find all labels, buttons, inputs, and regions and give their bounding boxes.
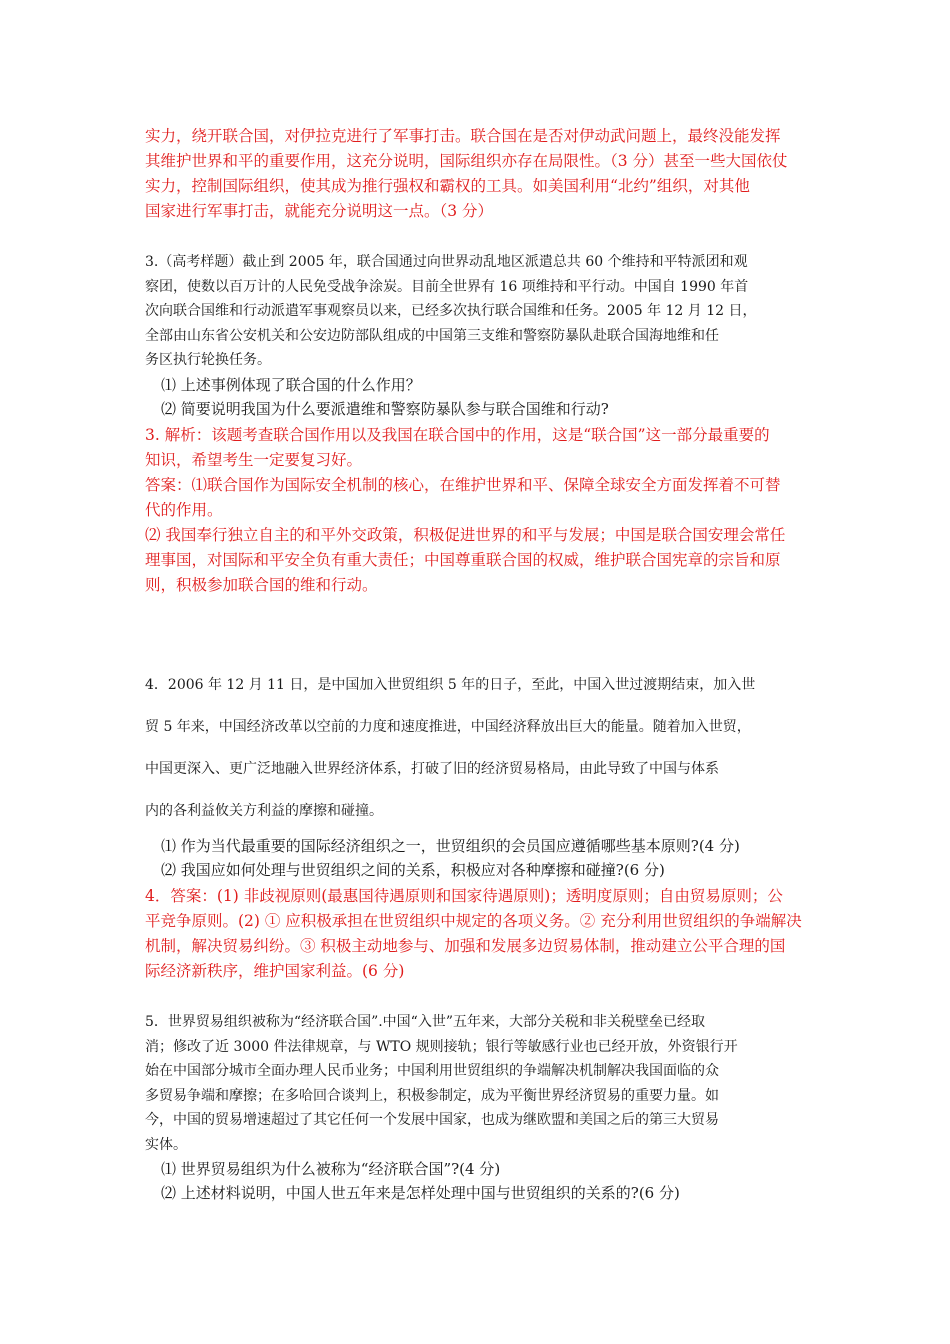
text-line: 实力，控制国际组织，使其成为推行强权和霸权的工具。如美国利用“北约”组织，对其他 xyxy=(145,177,750,195)
question-5-subquestions xyxy=(145,1157,881,1205)
text-line: 多贸易争端和摩擦；在多哈回合谈判上，积极参制定，成为平衡世界经济贸易的重要力量。如 xyxy=(145,1087,719,1104)
subquestion: ⑵ 简要说明我国为什么要派遣维和警察防暴队参与联合国维和行动? xyxy=(161,400,609,418)
subquestion: ⑵ 上述材料说明，中国人世五年来是怎样处理中国与世贸组织的关系的?(6 分) xyxy=(161,1184,680,1202)
question-3-answer xyxy=(145,423,865,598)
text-line: 则，积极参加联合国的维和行动。 xyxy=(145,576,378,594)
text-line: 实力，绕开联合国，对伊拉克进行了军事打击。联合国在是否对伊动武问题上，最终没能发挥 xyxy=(145,127,781,145)
text-line: 5．世界贸易组织被称为“经济联合国”.中国“入世”五年来，大部分关税和非关税壁垒已经取 xyxy=(145,1014,705,1030)
text-line: 答案：⑴联合国作为国际安全机制的核心，在维护世界和平、保障全球安全方面发挥着不可替 xyxy=(145,476,781,494)
subquestion: ⑴ 世界贸易组织为什么被称为“经济联合国”?(4 分) xyxy=(161,1160,501,1178)
text-line: 察团，使数以百万计的人民免受战争涂炭。目前全世界有 16 项维持和平行动。中国自 1990 年首 xyxy=(145,278,749,295)
text-line: 贸 5 年来，中国经济改革以空前的力度和速度推进，中国经济释放出巨大的能量。随着加入世贸， xyxy=(145,719,751,735)
text-line: 务区执行轮换任务。 xyxy=(145,352,271,368)
text-line: 平竞争原则。(2) ① 应积极承担在世贸组织中规定的各项义务。② 充分利用世贸组织的争端解决 xyxy=(145,912,802,930)
question-3-subquestions xyxy=(145,373,881,421)
text-line: ⑵ 我国奉行独立自主的和平外交政策，积极促进世界的和平与发展；中国是联合国安理会常任 xyxy=(145,526,786,544)
text-line: 今，中国的贸易增速超过了其它任何一个发展中国家，也成为继欧盟和美国之后的第三大贸易 xyxy=(145,1112,719,1128)
text-line: 国家进行军事打击，就能充分说明这一点。（3 分） xyxy=(145,202,494,220)
text-line: 消；修改了近 3000 件法律规章，与 WTO 规则接轨；银行等敏感行业也已经开放，外资银行开 xyxy=(145,1038,738,1055)
text-line: 中国更深入、更广泛地融入世界经济体系，打破了旧的经济贸易格局，由此导致了中国与体系 xyxy=(145,761,719,777)
text-line: 始在中国部分城市全面办理人民币业务；中国利用世贸组织的争端解决机制解决我国面临的众 xyxy=(145,1063,719,1079)
text-line: 代的作用。 xyxy=(145,501,223,519)
text-line: 全部由山东省公安机关和公安边防部队组成的中国第三支维和警察防暴队赴联合国海地维和任 xyxy=(145,327,719,344)
question-4-answer xyxy=(145,884,865,984)
text-line: 次向联合国维和行动派遣军事观察员以来，已经多次执行联合国维和任务。2005 年 12 月 12 日， xyxy=(145,303,757,319)
text-line: 内的各利益攸关方利益的摩擦和碰撞。 xyxy=(145,803,383,819)
question-5-stem xyxy=(145,1010,865,1157)
previous-answer-continuation xyxy=(145,124,865,224)
question-4-stem xyxy=(145,664,860,832)
text-line: 3.（高考样题）截止到 2005 年，联合国通过向世界动乱地区派遣总共 60 个维持和平特派团和观 xyxy=(145,254,748,270)
subquestion: ⑵ 我国应如何处理与世贸组织之间的关系，积极应对各种摩擦和碰撞?(6 分) xyxy=(161,861,665,879)
text-line: 其维护世界和平的重要作用，这充分说明，国际组织亦存在局限性。（3 分）甚至一些大国依仗 xyxy=(145,152,788,170)
text-line: 实体。 xyxy=(145,1136,187,1153)
text-line: 理事国，对国际和平安全负有重大责任；中国尊重联合国的权威，维护联合国宪章的宗旨和原 xyxy=(145,551,781,569)
question-3-stem xyxy=(145,250,865,373)
question-4-subquestions xyxy=(145,834,881,882)
subquestion: ⑴ 上述事例体现了联合国的什么作用？ xyxy=(161,376,421,394)
subquestion: ⑴ 作为当代最重要的国际经济组织之一，世贸组织的会员国应遵循哪些基本原则?(4 分) xyxy=(161,837,740,855)
text-line: 3. 解析：该题考查联合国作用以及我国在联合国中的作用，这是“联合国”这一部分最重要的 xyxy=(145,426,770,444)
text-line: 4．答案：(1) 非歧视原则(最惠国待遇原则和国家待遇原则)；透明度原则；自由贸易原则；公 xyxy=(145,887,783,905)
text-line: 知识，希望考生一定要复习好。 xyxy=(145,451,363,469)
text-line: 际经济新秩序，维护国家利益。(6 分) xyxy=(145,962,405,980)
text-line: 4．2006 年 12 月 11 日，是中国加入世贸组织 5 年的日子，至此，中国入世过渡期结束，加入世 xyxy=(145,677,756,693)
text-line: 机制，解决贸易纠纷。③ 积极主动地参与、加强和发展多边贸易体制，推动建立公平合理的国 xyxy=(145,937,786,955)
